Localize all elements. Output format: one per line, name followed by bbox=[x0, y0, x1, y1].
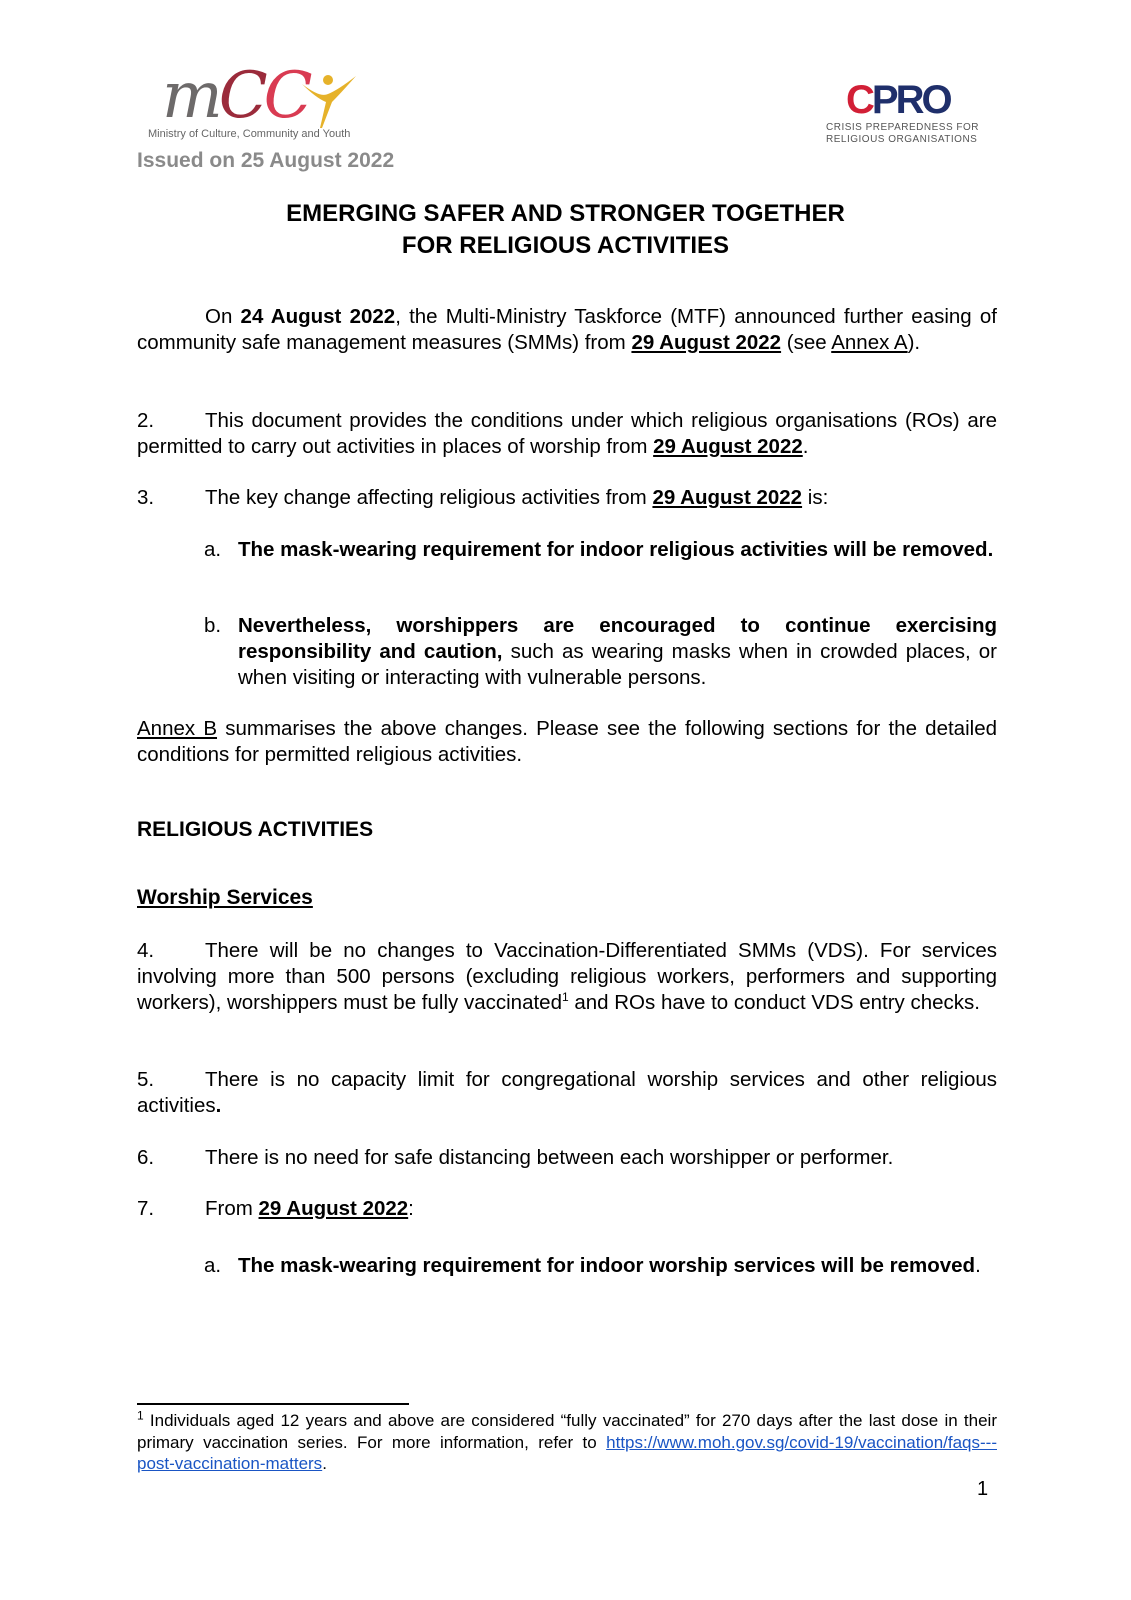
footnote-divider bbox=[137, 1403, 409, 1405]
moh-faq-link[interactable]: https://www.moh.gov.sg/covid-19/vaccination/faqs---post-vaccination-matters bbox=[137, 1432, 997, 1473]
paragraph-3b: b. Nevertheless, worshippers are encouraged to continue exercising responsibility and caution, such as wearing masks when in crowded places, or when visiting or interacting with vulnerable persons. bbox=[204, 614, 997, 689]
paragraph-7a: a. The mask-wearing requirement for indoor worship services will be removed. bbox=[204, 1254, 981, 1277]
paragraph-2: 2. This document provides the conditions under which religious organisations (ROs) are permitted to carry out activities in places of worship from 29 August 2022. bbox=[137, 409, 997, 458]
paragraph-6: 6. There is no need for safe distancing between each worshipper or performer. bbox=[137, 1146, 894, 1169]
worship-services-subheading: Worship Services bbox=[137, 886, 313, 909]
footnote: $^1$ Individuals aged 12 years and above are considered “fully vaccinated” for 270 days after the last dose in their primary vaccination series. For more information, refer to https://www.moh.gov.sg/covid-19/vaccination/faqs---post-vaccination-matters. bbox=[137, 1408, 997, 1473]
mccy-subtitle: Ministry of Culture, Community and Youth bbox=[148, 128, 351, 140]
mccy-y-figure-icon bbox=[298, 72, 358, 130]
annex-a-reference: Annex A bbox=[831, 331, 908, 354]
cpro-logo bbox=[826, 80, 986, 150]
paragraph-1: On 24 August 2022, the Multi-Ministry Taskforce (MTF) announced further easing of community safe management measures (SMMs) from 29 August 2022 (see Annex A). bbox=[137, 305, 997, 354]
footnote-marker: 1 bbox=[561, 990, 569, 1005]
issued-date: Issued on 25 August 2022 bbox=[137, 149, 395, 172]
annex-b-reference: Annex B bbox=[137, 717, 218, 740]
section-heading: RELIGIOUS ACTIVITIES bbox=[137, 818, 374, 841]
mccy-logo bbox=[148, 59, 408, 145]
document-title-line-1: EMERGING SAFER AND STRONGER TOGETHER bbox=[286, 200, 845, 227]
paragraph-4: 4. There will be no changes to Vaccination-Differentiated SMMs (VDS). For services involving more than 500 persons (excluding religious workers, performers and supporting workers), worshippers must be fully vaccinated$^1$ and ROs have to conduct VDS entry checks. bbox=[137, 939, 997, 1014]
paragraph-3: 3. The key change affecting religious activities from 29 August 2022 is: bbox=[137, 486, 829, 509]
document-title-line-2: FOR RELIGIOUS ACTIVITIES bbox=[401, 232, 730, 259]
page-number: 1 bbox=[977, 1478, 989, 1500]
paragraph-annex-b: Annex B summarises the above changes. Please see the following sections for the detailed conditions for permitted religious activities. bbox=[137, 717, 997, 766]
paragraph-5: 5. There is no capacity limit for congregational worship services and other religious activities. bbox=[137, 1068, 997, 1117]
cpro-logo-wordmark: CPRO bbox=[846, 78, 950, 122]
paragraph-3a: a. The mask-wearing requirement for indoor religious activities will be removed. bbox=[204, 538, 994, 561]
paragraph-7: 7. From 29 August 2022: bbox=[137, 1197, 414, 1220]
cpro-subtitle: CRISIS PREPAREDNESS FOR RELIGIOUS ORGANISATIONS bbox=[826, 122, 980, 145]
mccy-logo-wordmark: mCC bbox=[162, 59, 309, 133]
